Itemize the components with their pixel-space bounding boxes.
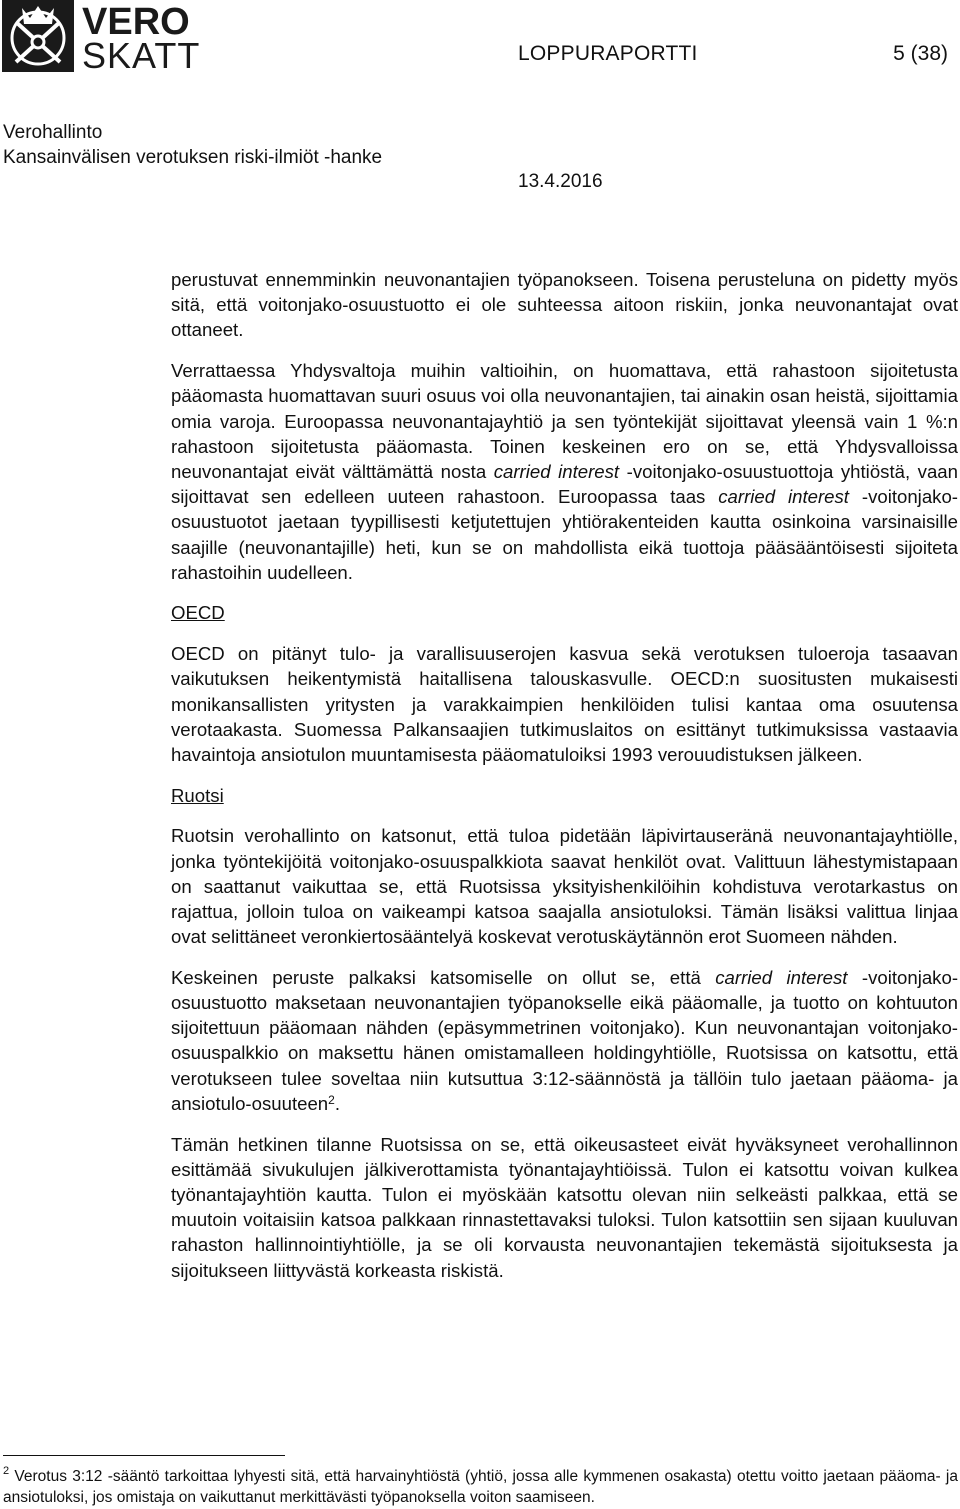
document-date: 13.4.2016 [518, 171, 603, 192]
logo-text-skatt: SKATT [82, 35, 201, 72]
term-carried-interest: carried interest [715, 966, 848, 988]
footnote-text: Verotus 3:12 -sääntö tarkoittaa lyhyesti sitä, että harvainyhtiöstä (yhtiö, jossa alle kymmenen osakasta) otettu voitto jaetaan pääoma- ja ansiotuloksi, jos omistaja on vaikuttanut merkittävästi työpanoksella voiton saamiseen. [3, 1468, 958, 1506]
footnote [3, 1466, 958, 1508]
paragraph: Verrattaessa Yhdysvaltoja muihin valtioihin, on huomattava, että rahastoon sijoitetusta pääomasta huomattavan suuri osuus voi olla neuvonantajien, tai ainakin osan heistä, sijoittamia omia varoja. Euroopassa neuvonantajayhtiö ja sen työntekijät sijoittavat yleensä vain 1 %:n rahastoon sijoitetusta pääomasta. Toinen keskeinen ero on se, että Yhdysvalloissa neuvonantajat eivät välttämättä nosta carried interest -voitonjako-osuustuottoja yhtiöstä, vaan sijoittavat sen edelleen uuteen rahastoon. Euroopassa taas carried interest -voitonjako-osuustuotot jaetaan tyypillisesti ketjutettujen yhtiörakenteiden kautta osinkoina varsinaisille saajille (neuvonantajille) heti, kun se on mahdollista eikä tuottoja pääsääntöisesti sijoiteta rahastoihin uudelleen. [171, 360, 958, 583]
paragraph: Keskeinen peruste palkaksi katsomiselle on ollut se, että carried interest -voitonjako-osuustuotto maksetaan neuvonantajien työpanokselle eikä pääomalle, ja tuotto on kohtuuton sijoitettuun pääomaan nähden (epäsymmetrinen voitonjako). Kun neuvonantajan voitonjako-osuuspalkkio on maksettu hänen omistamalleen holdingyhtiölle, Ruotsissa on katsottu, että verotukseen tulee soveltaa niin kutsuttua 3:12-säännöstä ja tällöin tulo jaetaan pääoma- ja ansiotulo-osuuteen$^2$. [171, 966, 959, 1114]
paragraph: OECD on pitänyt tulo- ja varallisuuserojen kasvua sekä verotuksen tuloeroja tasaavan vaikutuksen heikentymistä haitallisena talouskasvulle. OECD:n suositusten mukaisesti monikansallisten yritysten ja varakkaimpien henkilöiden tulisi kantaa oma osuutensa verotaakasta. Suomessa Palkansaajien tutkimuslaitos on esittänyt tutkimuksissa vastaavia havaintoja ansiotulon muuntamisesta pääomatuloiksi 1993 verouudistuksen jälkeen. [171, 643, 958, 765]
document-body [171, 267, 958, 1283]
vero-skatt-logo [2, 0, 220, 72]
section-heading-ruotsi: Ruotsi [171, 784, 224, 806]
footnote-number: 2 [3, 1465, 10, 1477]
paragraph: perustuvat ennemminkin neuvonantajien työpanokseen. Toisena perusteluna on pidetty myös sitä, että voitonjako-osuustuotto ei ole suhteessa aitoon riskiin, jonka neuvonantajat ovat ottaneet. [171, 269, 958, 341]
organization-block [3, 120, 382, 170]
footnote-reference[interactable]: 2 [328, 1092, 335, 1107]
paragraph: Tämän hetkinen tilanne Ruotsissa on se, että oikeusasteet eivät hyväksyneet verohallinnon esittämää sivukulujen jälkiverottamista työnantajayhtiöissä. Tulon ei katsottu voivan kulkea työnantajayhtiön kautta. Tulon ei myöskään katsottu olevan niin selkeästi palkkaa, että se muutoin voitaisiin katsoa palkkaan rinnastettavaksi tuloksi. Tulon katsottiin sen sijaan kuuluvan rahaston hallinnointiyhtiölle, ja se oli korvausta neuvonantajien tekemästä sijoituksesta ja sijoitukseen liittyvästä korkeasta riskistä. [171, 1133, 958, 1281]
term-carried-interest: carried interest [718, 486, 849, 508]
organization-name: Verohallinto [3, 122, 103, 143]
page-number: 5 (38) [893, 42, 948, 65]
section-heading-oecd: OECD [171, 602, 225, 624]
term-carried-interest: carried interest [493, 460, 620, 482]
footnote-divider [3, 1455, 285, 1456]
logo-text-vero: VERO [82, 1, 190, 43]
paragraph: Ruotsin verohallinto on katsonut, että tuloa pidetään läpivirtauseränä neuvonantajayhtiölle, jonka työntekijöitä voitonjako-osuuspalkkiota saavat henkilöt ovat. Valittuun lähestymistapaan on saattanut vaikuttaa se, että Ruotsissa yksityishenkilöihin kohdistuva verotarkastus on rajattua, jolloin tuloa on vaikeampi katsoa saajalla ansiotuloksi. Tämän lisäksi valittua linjaa ovat selittäneet veronkiertosääntelyä koskevat verotuskäytännön erot Suomeen nähden. [171, 825, 958, 948]
report-title: LOPPURAPORTTI [518, 42, 698, 65]
project-name: Kansainvälisen verotuksen riski-ilmiöt -hanke [3, 147, 383, 168]
